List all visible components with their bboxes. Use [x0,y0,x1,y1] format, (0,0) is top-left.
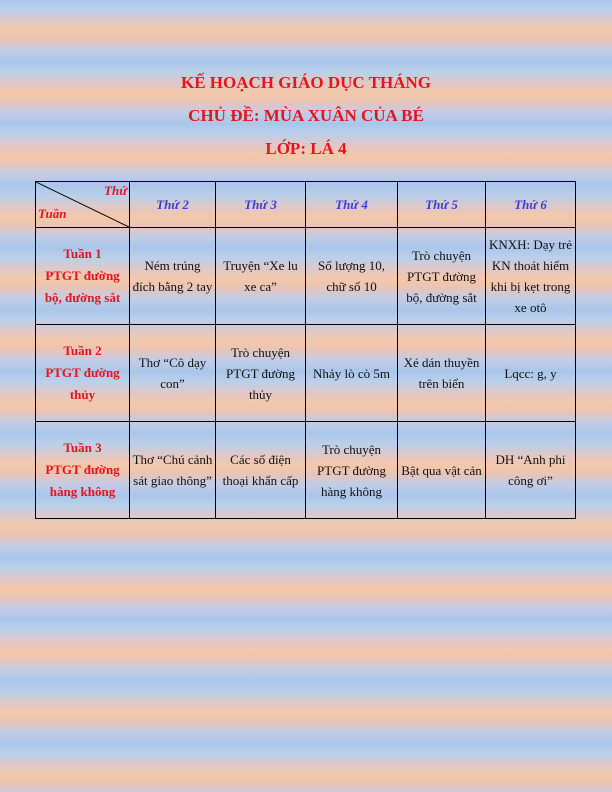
table-row [36,228,576,325]
week-topic: PTGT đường hàng không [45,462,120,499]
week-name: Tuần 2 [63,343,102,358]
activity-cell: Trò chuyện PTGT đường hàng không [306,422,398,519]
activity-cell: Bật qua vật cản [398,422,486,519]
activity-cell: Trò chuyện PTGT đường bộ, đường sắt [398,228,486,325]
week-topic: PTGT đường bộ, đường sắt [44,268,121,305]
activity-cell: Thơ “Cô dạy con” [130,325,216,422]
week-label [36,325,130,422]
day-header: Thứ 5 [398,182,486,228]
day-header: Thứ 2 [130,182,216,228]
day-header: Thứ 6 [486,182,576,228]
week-label [36,228,130,325]
document-title: KẾ HOẠCH GIÁO DỤC THÁNG [181,73,431,92]
activity-cell: Xé dán thuyền trên biển [398,325,486,422]
schedule-table [35,181,576,519]
activity-cell: Số lượng 10, chữ số 10 [306,228,398,325]
activity-cell: KNXH: Dạy trẻ KN thoát hiểm khi bị kẹt trong xe otô [486,228,576,325]
week-topic: PTGT đường thủy [45,365,120,402]
week-name: Tuần 1 [63,246,102,261]
corner-cell [36,182,130,228]
table-row [36,325,576,422]
day-header: Thứ 3 [216,182,306,228]
activity-cell: Các số điện thoại khẩn cấp [216,422,306,519]
table-row [36,422,576,519]
activity-cell: Ném trúng đích bằng 2 tay [130,228,216,325]
class-title: LỚP: LÁ 4 [265,139,347,158]
corner-day-label: Thứ [104,183,127,198]
theme-title: CHỦ ĐỀ: MÙA XUÂN CỦA BÉ [188,106,424,125]
week-name: Tuần 3 [63,440,102,455]
activity-cell: Lqcc: g, y [486,325,576,422]
activity-cell: Thơ “Chú cảnh sát giao thông” [130,422,216,519]
week-label [36,422,130,519]
corner-week-label: Tuần [38,206,67,221]
activity-cell: DH “Anh phi công ơi” [486,422,576,519]
activity-cell: Trò chuyện PTGT đường thủy [216,325,306,422]
day-header: Thứ 4 [306,182,398,228]
activity-cell: Truyện “Xe lu xe ca” [216,228,306,325]
table-header-row [36,182,576,228]
activity-cell: Nhảy lò cò 5m [306,325,398,422]
